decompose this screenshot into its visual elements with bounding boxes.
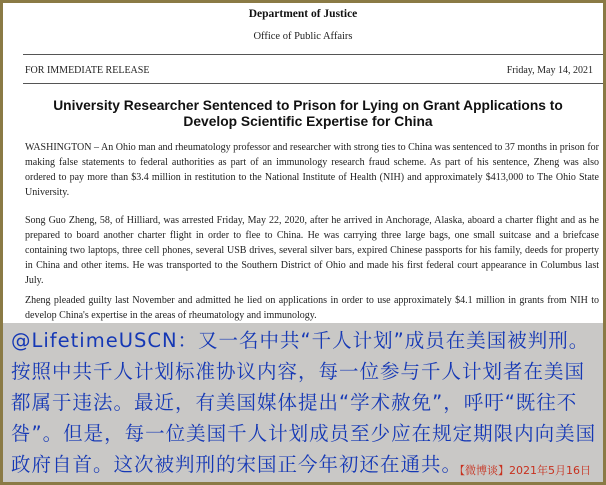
release-date: Friday, May 14, 2021 bbox=[506, 65, 593, 76]
header-divider bbox=[23, 54, 603, 55]
release-label: FOR IMMEDIATE RELEASE bbox=[25, 65, 150, 76]
paragraph-washington: WASHINGTON – An Ohio man and rheumatology professor and researcher with strong ties to China was sentenced to 37 months in prison for making false statements to federal authorities as part of an immunology research fraud scheme. As part of his sentence, Zheng was also ordered to pay more than $3.4 million in restitution to the National Institute of Health (NIH) and approximately $413,000 to The Ohio State University. bbox=[25, 142, 599, 198]
press-release-document bbox=[3, 3, 603, 323]
release-divider bbox=[23, 83, 603, 84]
paragraph-arrest: Song Guo Zheng, 58, of Hilliard, was arrested Friday, May 22, 2020, after he arrived in Anchorage, Alaska, aboard a charter flight and as he prepared to board another charter flight in order to flee to China. He was carrying three large bags, one small suitcase and a briefcase containing two laptops, three cell phones, several USB drives, several silver bars, expired Chinese passports for his family, deeds for property in China and other items. He was transported to the Southern District of Ohio and made his first federal court appearance in Columbus last July. bbox=[25, 215, 599, 286]
office-title: Office of Public Affairs bbox=[253, 31, 353, 42]
paragraph-plea: Zheng pleaded guilty last November and admitted he lied on applications in order to use approximately $4.1 million in grants from NIH to develop China's expertise in the areas of rheumatology and immunology. bbox=[25, 295, 599, 321]
headline: University Researcher Sentenced to Prison for Lying on Grant Applications to Develop Scientific Expertise for China bbox=[53, 98, 563, 129]
caption-overlay bbox=[3, 323, 603, 482]
source-tag: 【微博谈】2021年5月16日 bbox=[454, 464, 591, 477]
caption-text: @LifetimeUSCN：又一名中共“千人计划”成员在美国被判刑。按照中共千人计划标准协议内容，每一位参与千人计划者在美国都属于违法。最近，有美国媒体提出“学术赦免”，呼吁“既往不咎”。但是，每一位美国千人计划成员至少应在规定期限内向美国政府自首。这次被判刑的宋国正今年初还在通共。 bbox=[11, 329, 597, 476]
department-title: Department of Justice bbox=[248, 8, 358, 20]
